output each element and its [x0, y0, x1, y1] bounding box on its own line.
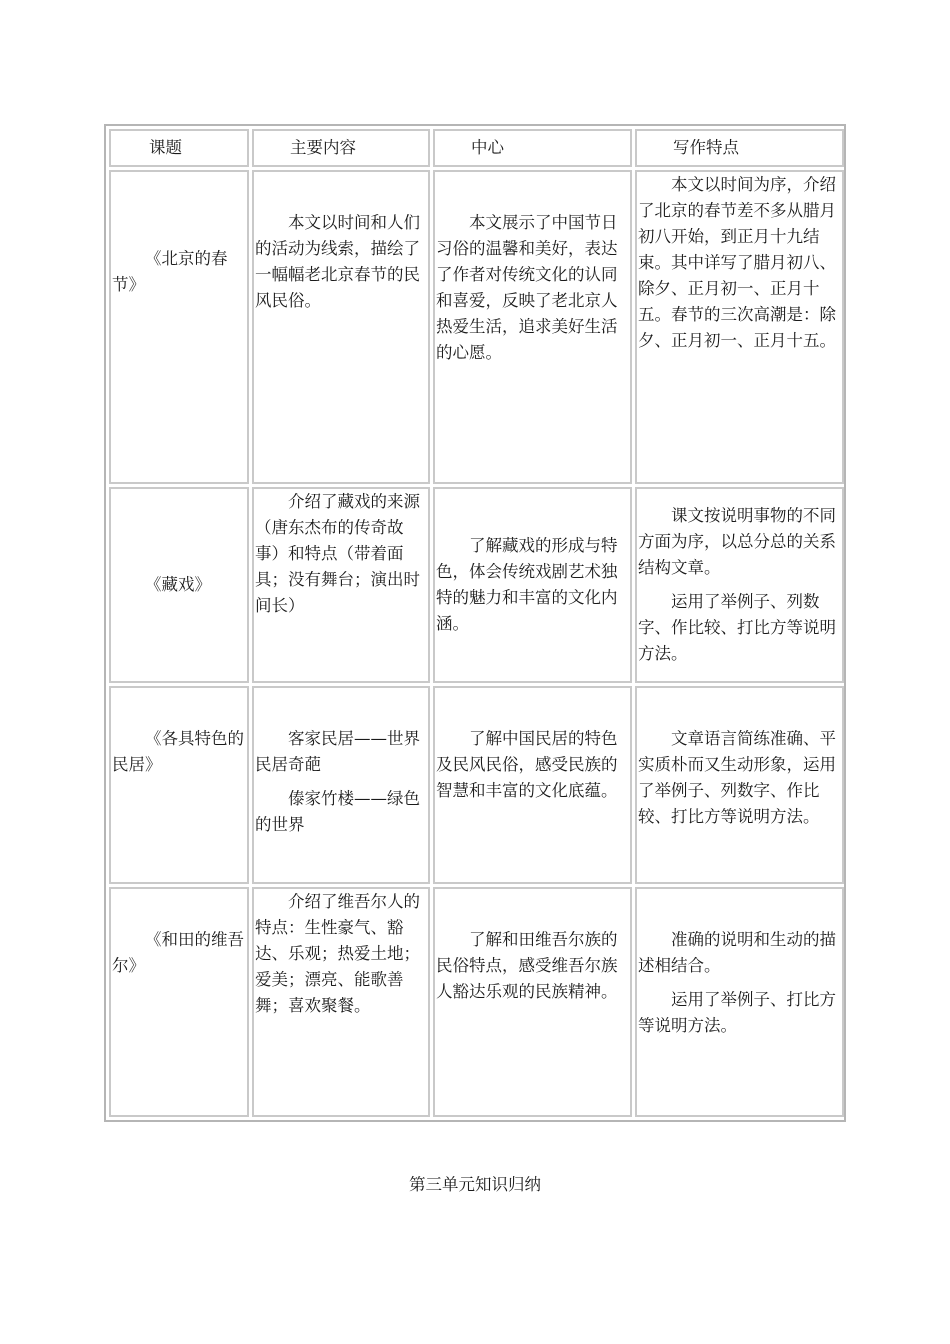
center-text: 了解中国民居的特色及民风民俗，感受民族的智慧和丰富的文化底蕴。 — [436, 728, 618, 800]
lesson-title: 《各具特色的民居》 — [109, 686, 249, 884]
center-cell — [433, 170, 632, 483]
table-row — [109, 170, 844, 483]
features-cell — [635, 686, 844, 884]
summary-table-frame — [104, 124, 846, 1122]
main-content-text: 介绍了藏戏的来源（唐东杰布的传奇故事）和特点（带着面具；没有舞台；演出时间长） — [255, 491, 420, 615]
lesson-title: 《藏戏》 — [109, 487, 249, 683]
unit-summary-title: 第三单元知识归纳 — [409, 1175, 541, 1194]
header-title: 课题 — [109, 129, 249, 167]
features-text: 文章语言简练准确、平实质朴而又生动形象，运用了举例子、列数字、作比较、打比方等说明方法。 — [638, 728, 836, 826]
center-text: 了解和田维吾尔族的民俗特点，感受维吾尔族人豁达乐观的民族精神。 — [436, 929, 618, 1001]
center-cell — [433, 686, 632, 884]
table-row — [109, 487, 844, 683]
header-content: 主要内容 — [252, 129, 430, 167]
features-cell — [635, 887, 844, 1117]
center-text: 了解藏戏的形成与特色，体会传统戏剧艺术独特的魅力和丰富的文化内涵。 — [436, 535, 618, 633]
table-row — [109, 686, 844, 884]
features-cell — [635, 487, 844, 683]
main-content-cell — [252, 487, 430, 683]
features-cell — [635, 170, 844, 483]
summary-table — [106, 126, 847, 1120]
center-cell — [433, 487, 632, 683]
main-content-cell — [252, 170, 430, 483]
center-text: 本文展示了中国节日习俗的温馨和美好，表达了作者对传统文化的认同和喜爱，反映了老北京人热爱生活，追求美好生活的心愿。 — [436, 213, 618, 363]
lesson-title: 《北京的春节》 — [109, 170, 249, 483]
main-content-text: 介绍了维吾尔人的特点：生性豪气、豁达、乐观；热爱土地；爱美；漂亮、能歌善舞；喜欢聚餐。 — [255, 891, 420, 1015]
features-text: 课文按说明事物的不同方面为序，以总分总的关系结构文章。 — [638, 505, 836, 577]
header-features: 写作特点 — [635, 129, 844, 167]
table-header-row — [109, 129, 844, 167]
main-content-cell — [252, 887, 430, 1117]
center-cell — [433, 887, 632, 1117]
main-content-text: 客家民居——世界民居奇葩 — [255, 728, 420, 774]
features-text: 运用了举例子、列数字、作比较、打比方等说明方法。 — [638, 591, 836, 663]
header-center: 中心 — [433, 129, 632, 167]
lesson-title: 《和田的维吾尔》 — [109, 887, 249, 1117]
main-content-cell — [252, 686, 430, 884]
main-content-text: 本文以时间和人们的活动为线索，描绘了一幅幅老北京春节的民风民俗。 — [255, 213, 420, 311]
features-text: 准确的说明和生动的描述相结合。 — [638, 929, 836, 975]
main-content-text: 傣家竹楼——绿色的世界 — [255, 788, 420, 834]
features-text: 运用了举例子、打比方等说明方法。 — [638, 989, 836, 1035]
table-row — [109, 887, 844, 1117]
features-text: 本文以时间为序，介绍了北京的春节差不多从腊月初八开始，到正月十九结束。其中详写了腊月初八、除夕、正月初一、正月十五。春节的三次高潮是：除夕、正月初一、正月十五。 — [638, 175, 836, 351]
